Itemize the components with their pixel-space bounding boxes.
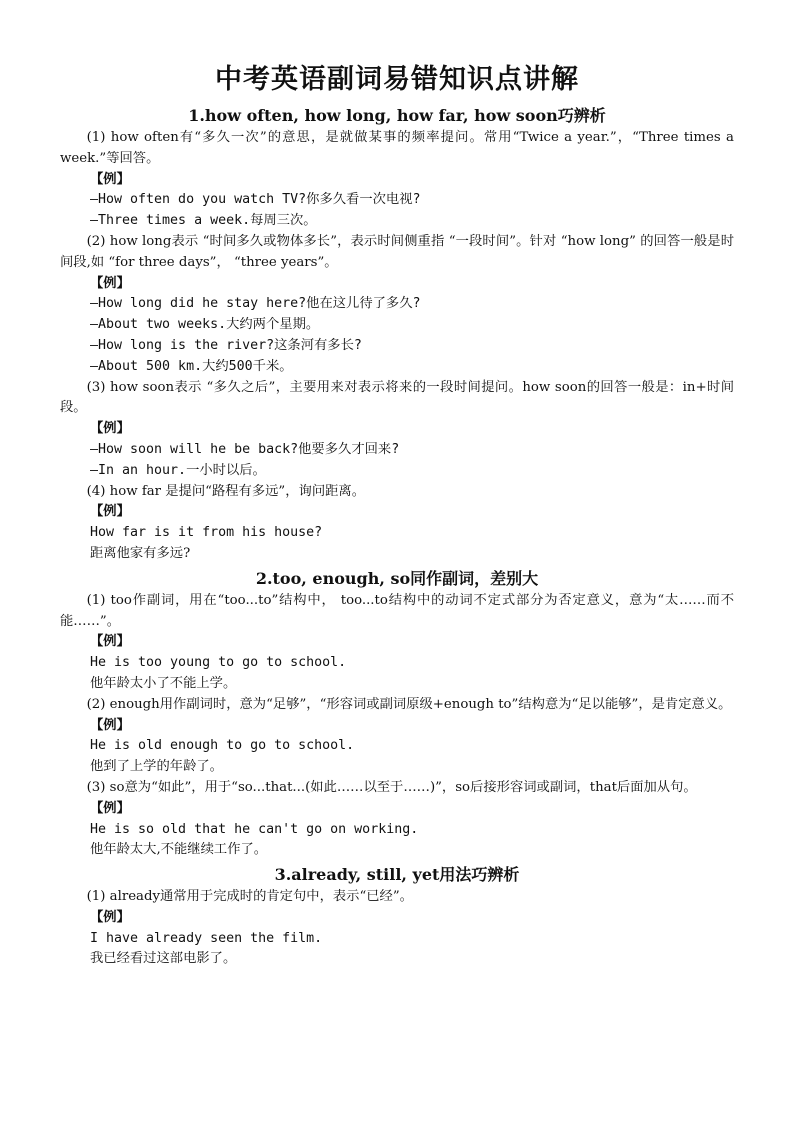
example-line: —How soon will he be back?他要多久才回来? [90,441,400,457]
example-line: —About two weeks.大约两个星期。 [90,317,320,333]
example-line: 他年龄太小了不能上学。 [90,675,237,691]
example-label: 【例】 [90,634,130,650]
example-label: 【例】 [90,504,130,520]
example-line: —How often do you watch TV?你多久看一次电视? [90,192,421,208]
example-line: —How long is the river?这条河有多长? [90,337,362,353]
section-heading: 1.how often, how long, how far, how soon巧辨析 [188,106,606,125]
paragraph: (1) too作副词，用在“too...to”结构中， too...to结构中的动词不定式部分为否定意义，意为“太……而不能……”。 [60,592,734,629]
example-line: 他年龄太大,不能继续工作了。 [90,842,268,858]
section-3 [60,865,734,970]
example-label: 【例】 [90,171,130,187]
example-line: —Three times a week.每周三次。 [90,213,317,229]
example-label: 【例】 [90,800,130,816]
paragraph: (1) how often有“多久一次”的意思，是就做某事的频率提问。常用“Twice a year.”，“Three times a week.”等回答。 [60,130,734,166]
example-line: 他到了上学的年龄了。 [90,759,223,775]
example-label: 【例】 [90,275,130,291]
example-label: 【例】 [90,421,130,437]
example-line: He is too young to go to school. [90,655,347,671]
paragraph: (2) enough用作副词时，意为“足够”，“形容词或副词原级+enough to”结构意为“足以能够”，是肯定意义。 [86,696,732,712]
paragraph: (4) how far 是提问“路程有多远”，询问距离。 [86,483,366,499]
example-line: I have already seen the film. [90,930,323,946]
paragraph: (2) how long表示 “时间多久或物体多长”，表示时间侧重指 “一段时间”。针对 “how long” 的回答一般是时间段,如 “for three days”， “three years”。 [60,233,734,270]
section-heading: 3.already, still, yet用法巧辨析 [274,865,520,885]
example-line: He is old enough to go to school. [90,738,355,754]
section-2 [60,569,734,861]
section-heading: 2.too, enough, so同作副词，差别大 [255,568,539,588]
paragraph: (3) how soon表示 “多久之后”，主要用来对表示将来的一段时间提问。how soon的回答一般是：in+时间段。 [60,379,734,416]
example-line: 我已经看过这部电影了。 [90,951,237,967]
page-title: 中考英语副词易错知识点讲解 [215,64,579,95]
example-line: —About 500 km.大约500千米。 [90,358,293,374]
paragraph: (1) already通常用于完成时的肯定句中，表示“已经”。 [86,889,413,905]
example-label: 【例】 [90,717,130,733]
example-line: 距离他家有多远? [90,545,191,561]
example-line: —In an hour.一小时以后。 [90,462,266,478]
example-line: He is so old that he can't go on working. [90,821,419,837]
paragraph: (3) so意为“如此”，用于“so...that...(如此……以至于……)”，so后接形容词或副词，that后面加从句。 [86,779,697,795]
example-line: How far is it from his house? [90,525,323,541]
example-line: —How long did he stay here?他在这儿待了多久? [90,296,421,312]
section-1 [60,106,734,565]
example-label: 【例】 [90,909,130,925]
